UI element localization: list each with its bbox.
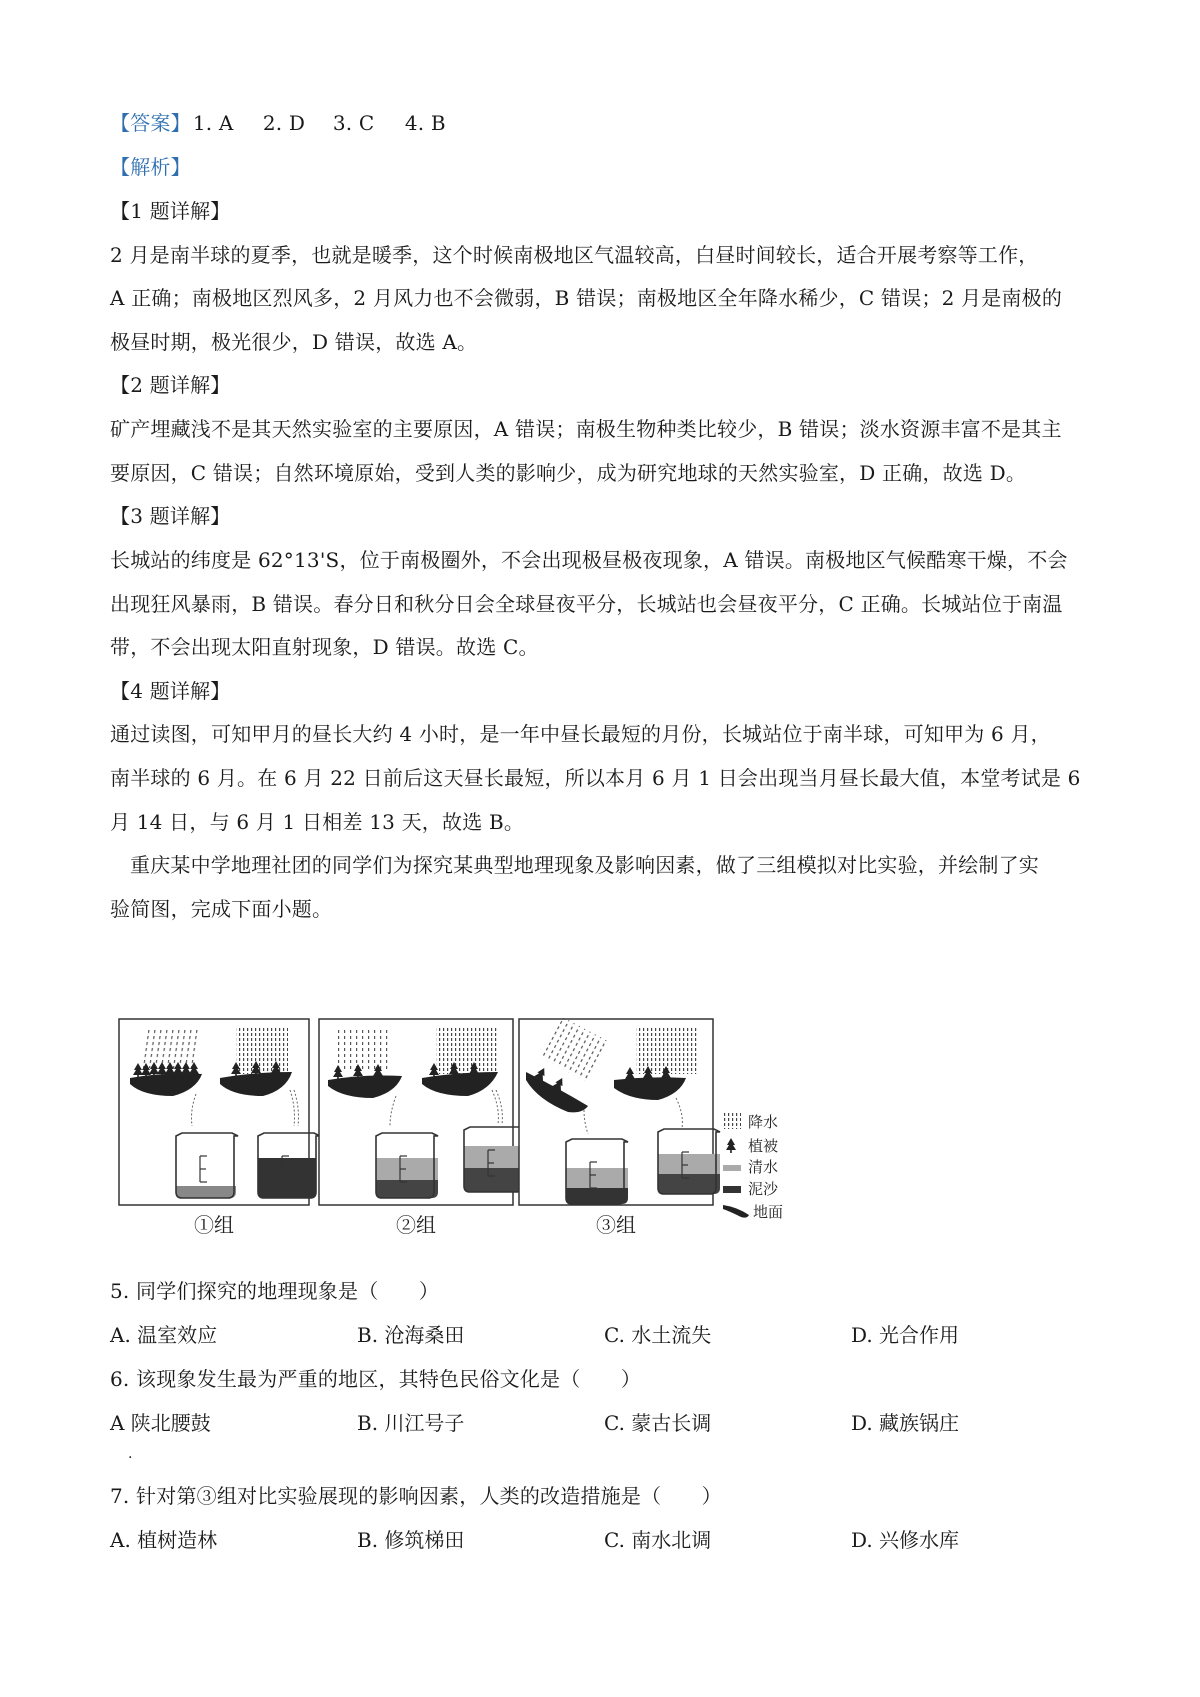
legend-label-vegetation: 植被 [748, 1137, 779, 1155]
experiment-panel-1 [119, 1019, 320, 1205]
question-6-stem: 6. 该现象发生最为严重的地区，其特色民俗文化是（ ） [110, 1367, 642, 1391]
q4-heading: 【4 题详解】 [110, 679, 231, 703]
group-caption-1: ①组 [194, 1213, 234, 1237]
option-b[interactable]: B. 川江号子 [357, 1411, 465, 1435]
intro-line: 重庆某中学地理社团的同学们为探究某典型地理现象及影响因素，做了三组模拟对比实验，并绘制了实 [130, 853, 1039, 877]
legend-rain-swatch [723, 1113, 741, 1129]
question-5-options [110, 1320, 1100, 1350]
option-a[interactable]: A 陕北腰鼓 [110, 1411, 211, 1435]
option-d[interactable]: D. 藏族锅庄 [851, 1411, 960, 1435]
legend-label-rain: 降水 [748, 1113, 779, 1131]
group-caption-3: ③组 [596, 1213, 636, 1237]
experiment-figure [118, 1018, 868, 1258]
experiment-figure-svg [118, 1018, 868, 1258]
answer-line [110, 108, 1100, 138]
question-6-options [110, 1408, 1100, 1438]
question-5-stem: 5. 同学们探究的地理现象是（ ） [110, 1279, 440, 1303]
q4-line: 南半球的 6 月。在 6 月 22 日前后这天昼长最短，所以本月 6 月 1 日会出现当月昼长最大值，本堂考试是 6 [110, 766, 1081, 790]
answer-4: 4. B [404, 111, 446, 135]
option-b[interactable]: B. 修筑梯田 [357, 1528, 465, 1552]
option-c[interactable]: C. 蒙古长调 [604, 1411, 712, 1435]
q1-line: A 正确；南极地区烈风多，2 月风力也不会微弱，B 错误；南极地区全年降水稀少，C 错误；2 月是南极的 [110, 286, 1063, 310]
option-b[interactable]: B. 沧海桑田 [357, 1323, 465, 1347]
intro-line: 验简图，完成下面小题。 [110, 897, 333, 921]
q1-line: 极昼时期，极光很少，D 错误，故选 A。 [110, 330, 478, 354]
question-7-stem: 7. 针对第③组对比实验展现的影响因素，人类的改造措施是（ ） [110, 1484, 722, 1508]
q4-line: 月 14 日，与 6 月 1 日相差 13 天，故选 B。 [110, 810, 525, 834]
q3-line: 长城站的纬度是 62°13'S，位于南极圈外，不会出现极昼极夜现象，A 错误。南极地区气候酷寒干燥，不会 [110, 548, 1068, 572]
stray-mark: . [128, 1446, 133, 1462]
q4-line: 通过读图，可知甲月的昼长大约 4 小时，是一年中昼长最短的月份，长城站位于南半球，可知甲为 6 月， [110, 722, 1051, 746]
legend-label-clear-water: 清水 [748, 1158, 779, 1176]
option-c[interactable]: C. 南水北调 [604, 1528, 712, 1552]
experiment-panel-3 [519, 1018, 720, 1205]
option-d[interactable]: D. 兴修水库 [851, 1528, 960, 1552]
option-c[interactable]: C. 水土流失 [604, 1323, 712, 1347]
legend-label-ground: 地面 [753, 1203, 784, 1221]
option-a[interactable]: A. 植树造林 [110, 1528, 218, 1552]
option-d[interactable]: D. 光合作用 [851, 1323, 960, 1347]
legend-label-sediment: 泥沙 [748, 1180, 779, 1198]
q3-line: 带，不会出现太阳直射现象，D 错误。故选 C。 [110, 635, 539, 659]
answer-3: 3. C [332, 111, 375, 135]
q3-line: 出现狂风暴雨，B 错误。春分日和秋分日会全球昼夜平分，长城站也会昼夜平分，C 正确。长城站位于南温 [110, 592, 1063, 616]
experiment-panel-2 [319, 1019, 526, 1205]
q2-line: 要原因，C 错误；自然环境原始，受到人类的影响少，成为研究地球的天然实验室，D 正确，故选 D。 [110, 461, 1027, 485]
legend-ground-swatch [723, 1205, 749, 1218]
q3-heading: 【3 题详解】 [110, 504, 231, 528]
answer-tag: 【答案】 [110, 111, 191, 135]
answer-2: 2. D [262, 111, 306, 135]
legend [723, 1113, 783, 1221]
group-caption-2: ②组 [396, 1213, 436, 1237]
answer-1: 1. A [192, 111, 234, 135]
question-7-options [110, 1525, 1100, 1555]
option-a[interactable]: A. 温室效应 [110, 1323, 218, 1347]
q1-line: 2 月是南半球的夏季，也就是暖季，这个时候南极地区气温较高，白昼时间较长，适合开展考察等工作， [110, 243, 1039, 267]
q1-heading: 【1 题详解】 [110, 199, 231, 223]
legend-clear-water-swatch [723, 1165, 741, 1171]
q2-line: 矿产埋藏浅不是其天然实验室的主要原因，A 错误；南极生物种类比较少，B 错误；淡水资源丰富不是其主 [110, 417, 1062, 441]
legend-vegetation-swatch [726, 1138, 736, 1153]
q2-heading: 【2 题详解】 [110, 373, 231, 397]
legend-sediment-swatch [723, 1186, 741, 1193]
analysis-tag: 【解析】 [110, 155, 191, 179]
